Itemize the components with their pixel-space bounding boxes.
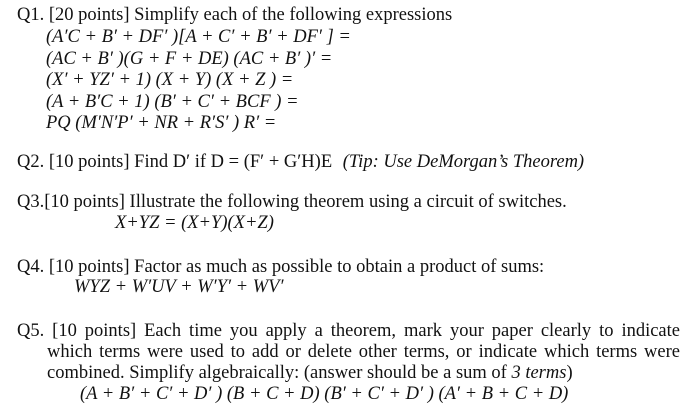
q5-line-3-suffix: ) xyxy=(566,363,573,383)
q4-expression: WYZ + W′UV + W′Y′ + WV′ xyxy=(74,277,284,297)
q5-line-3-prefix: combined. Simplify algebraically: (answer should be a sum of xyxy=(47,363,507,383)
q2-line xyxy=(17,151,584,173)
q1-expression-5: PQ (M′N′P′ + NR + R′S′ ) R′ = xyxy=(46,113,277,133)
q5-line-1: Q5. [10 points] Each time you apply a theorem, mark your paper clearly to indicate xyxy=(17,321,680,341)
q1-header: Q1. [20 points] Simplify each of the following expressions xyxy=(17,5,453,25)
q1-expression-2: (AC + B′ )(G + F + DE) (AC + B′ )′ = xyxy=(46,49,333,69)
q5-expression: (A + B′ + C′ + D′ ) (B + C + D) (B′ + C′ + D′ ) (A′ + B + C + D) xyxy=(80,384,569,404)
q1-expression-4: (A + B′C + 1) (B′ + C′ + BCF ) = xyxy=(46,92,299,112)
q5-line-2: which terms were used to add or delete other terms, or indicate which terms were xyxy=(47,342,680,362)
q2-tip: (Tip: Use DeMorgan’s Theorem) xyxy=(342,152,585,172)
q5-line-3 xyxy=(47,362,573,384)
q3-header: Q3.[10 points] Illustrate the following theorem using a circuit of switches. xyxy=(17,192,567,212)
q4-header: Q4. [10 points] Factor as much as possible to obtain a product of sums: xyxy=(17,257,545,277)
q3-expression: X+YZ = (X+Y)(X+Z) xyxy=(115,213,274,233)
q2-text: Q2. [10 points] Find D′ if D = (F′ + G′H)E xyxy=(17,152,333,172)
q5-line-3-emphasis: 3 terms xyxy=(511,363,567,383)
q1-expression-3: (X′ + YZ′ + 1) (X + Y) (X + Z ) = xyxy=(46,70,294,90)
q1-expression-1: (A′C + B′ + DF′ )[A + C′ + B′ + DF′ ] = xyxy=(46,27,351,47)
